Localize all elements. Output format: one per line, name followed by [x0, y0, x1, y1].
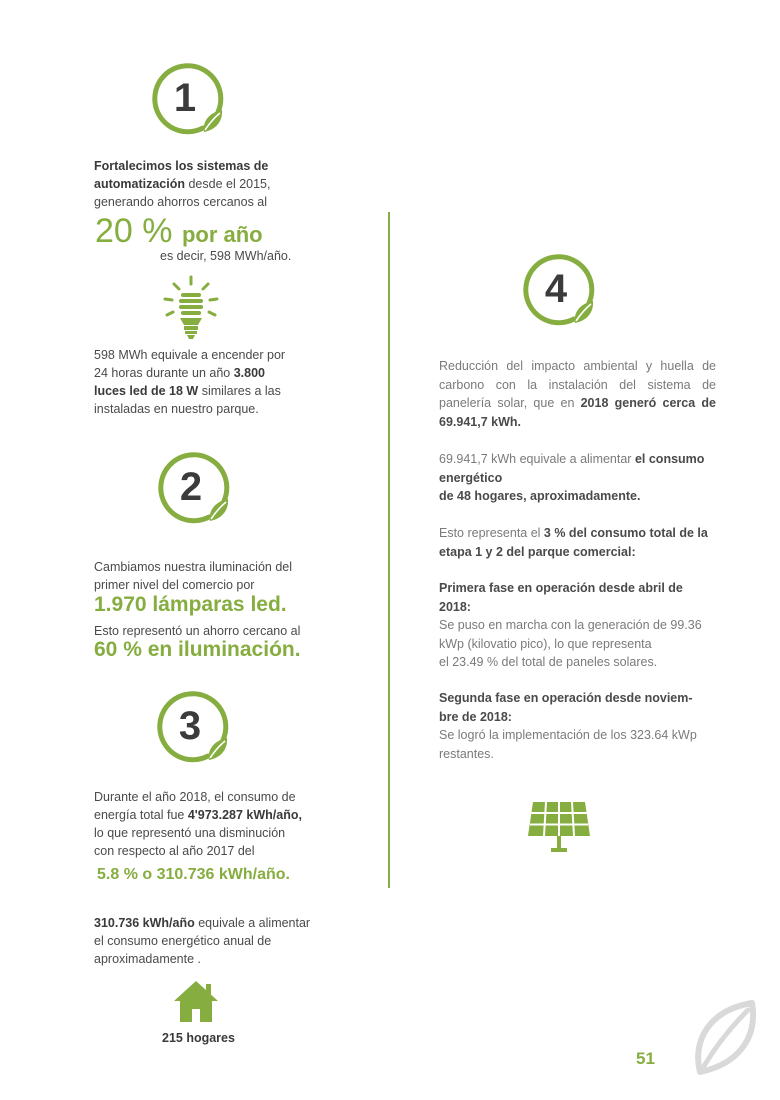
section1-equivalence-text: 598 MWh equivale a encender por 24 horas durante un año 3.800 luces led de 18 W similares a las instaladas en nuestro parque.	[94, 348, 286, 416]
section4-phase2: Segunda fase en operación desde noviem- bre de 2018: Se logró la implementación de los 323.64 kWp restantes.	[439, 691, 697, 761]
savings-highlight: 20 % por año	[95, 212, 263, 250]
step-number: 4	[544, 267, 568, 311]
step-number: 2	[179, 465, 203, 509]
step-2-badge	[157, 451, 231, 525]
savings-equivalent: es decir, 598 MWh/año.	[160, 249, 292, 263]
step-3-badge	[156, 690, 230, 764]
page-number: 51	[636, 1049, 655, 1068]
section1-text: Fortalecimos los sistemas de automatización desde el 2015, generando ahorros cercanos al	[94, 159, 271, 209]
section3-text: Durante el año 2018, el consumo de energía total fue 4'973.287 kWh/año, lo que representó una disminución con respecto al año 2017 del	[94, 790, 302, 858]
lighting-savings-highlight: 60 % en iluminación.	[94, 638, 301, 661]
leaf-icon	[694, 1000, 756, 1076]
lightbulb-icon	[160, 275, 222, 341]
house-icon	[171, 978, 221, 1024]
leaf-circle-icon	[157, 451, 231, 525]
section4-intro: Reducción del impacto ambiental y huella de carbono con la instalación del sistema de panelería solar, que en 2018 generó cerca de 69.941,7 kWh.	[439, 359, 716, 429]
leaf-circle-icon	[151, 62, 225, 136]
column-divider	[388, 212, 390, 888]
step-1-badge	[151, 62, 225, 136]
reduction-highlight: 5.8 % o 310.736 kWh/año.	[97, 866, 290, 883]
section3-equivalence-text: 310.736 kWh/año equivale a alimentar el consumo energético anual de aproximadamente .	[94, 916, 311, 966]
section4-equivalence: 69.941,7 kWh equivale a alimentar el consumo energético de 48 hogares, aproximadamente.	[439, 452, 705, 503]
section4-phase1: Primera fase en operación desde abril de 2018: Se puso en marcha con la generación de 99.36 kWp (kilovatio pico), lo que representa el 23.49 % del total de paneles solares.	[439, 581, 702, 669]
lamps-highlight: 1.970 lámparas led.	[94, 593, 287, 616]
section4-share: Esto representa el 3 % del consumo total de la etapa 1 y 2 del parque comercial:	[439, 526, 708, 559]
leaf-circle-icon	[156, 690, 230, 764]
solar-panel-icon	[527, 800, 591, 854]
section2-text: Cambiamos nuestra iluminación del primer nivel del comercio por	[94, 560, 293, 592]
section2-savings-text: Esto representó un ahorro cercano al	[94, 624, 301, 638]
leaf-circle-icon	[522, 253, 596, 327]
households-label: 215 hogares	[162, 1031, 235, 1045]
step-number: 3	[178, 704, 202, 748]
step-number: 1	[173, 76, 197, 120]
step-4-badge	[522, 253, 596, 327]
